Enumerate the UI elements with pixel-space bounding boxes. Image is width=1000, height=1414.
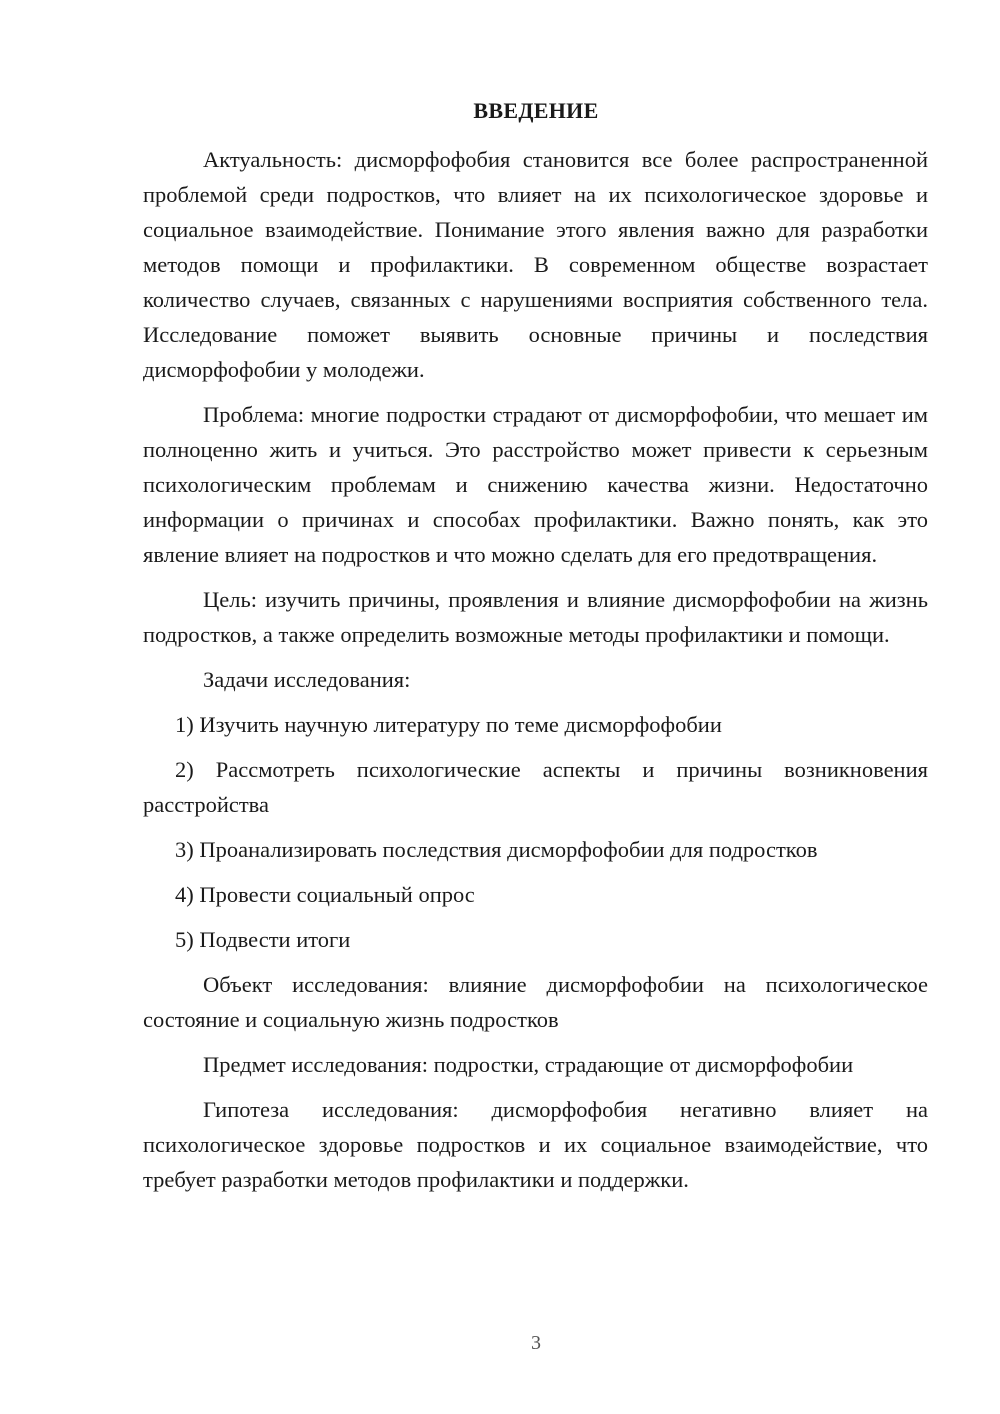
paragraph-goal: Цель: изучить причины, проявления и влияние дисморфофобии на жизнь подростков, а также определить возможные методы профилактики и помощи. <box>143 587 928 647</box>
task-item-4: 4) Провести социальный опрос <box>175 882 475 907</box>
paragraph-relevance: Актуальность: дисморфофобия становится все более распространенной проблемой среди подростков, что влияет на их психологическое здоровье и социальное взаимодействие. Понимание этого явления важно для разработки методов помощи и профилактики. В современном обществе возрастает количество случаев, связанных с нарушениями восприятия собственного тела. Исследование поможет выявить основные причины и последствия дисморфофобии у молодежи. <box>143 147 928 382</box>
task-item-2: 2) Рассмотреть психологические аспекты и причины возникновения расстройства <box>143 757 928 817</box>
paragraph-hypothesis: Гипотеза исследования: дисморфофобия негативно влияет на психологическое здоровье подростков и их социальное взаимодействие, что требует разработки методов профилактики и поддержки. <box>143 1097 928 1192</box>
page-number: 3 <box>531 1332 541 1354</box>
paragraph-problem: Проблема: многие подростки страдают от дисморфофобии, что мешает им полноценно жить и учиться. Это расстройство может привести к серьезным психологическим проблемам и снижению качества жизни. Недостаточно информации о причинах и способах профилактики. Важно понять, как это явление влияет на подростков и что можно сделать для его предотвращения. <box>143 402 928 567</box>
paragraph-tasks-heading: Задачи исследования: <box>203 667 411 692</box>
paragraph-object: Объект исследования: влияние дисморфофобии на психологическое состояние и социальную жизнь подростков <box>143 972 928 1032</box>
task-item-5: 5) Подвести итоги <box>175 927 351 952</box>
body-text <box>143 142 928 1207</box>
section-title: ВВЕДЕНИЕ <box>473 98 599 123</box>
task-item-3: 3) Проанализировать последствия дисморфофобии для подростков <box>175 837 818 862</box>
paragraph-subject: Предмет исследования: подростки, страдающие от дисморфофобии <box>203 1052 854 1077</box>
task-item-1: 1) Изучить научную литературу по теме дисморфофобии <box>175 712 722 737</box>
